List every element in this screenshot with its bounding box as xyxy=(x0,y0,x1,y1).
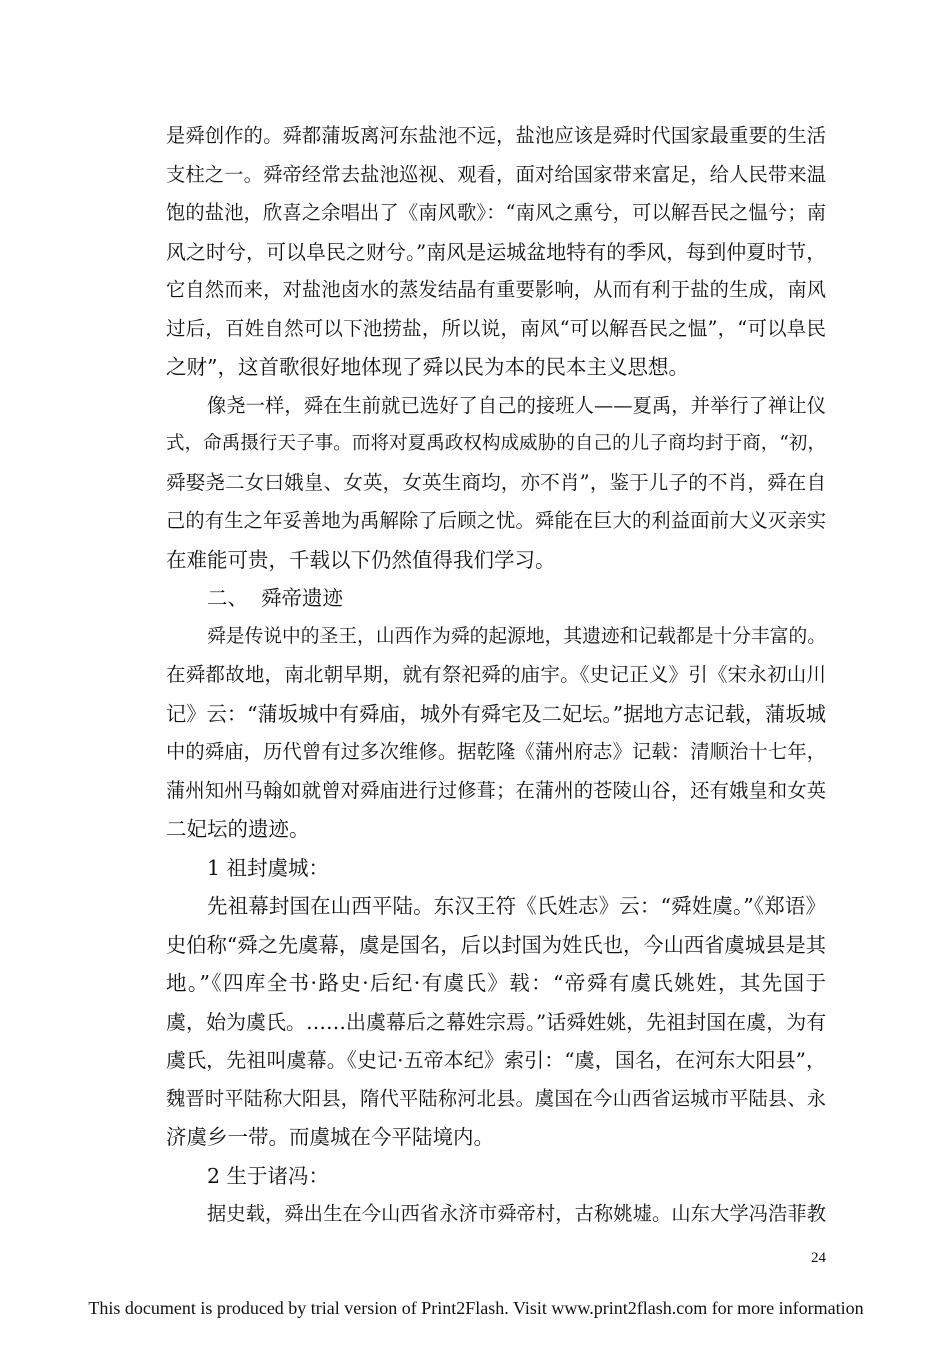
text-line: 二妃坛的遗迹。 xyxy=(166,817,310,841)
subsection-heading: 2 生于诸冯： xyxy=(207,1163,330,1188)
text-line: 像尧一样，舜在生前就已选好了自己的接班人——夏禹，并举行了禅让仪 xyxy=(207,393,826,417)
text-line: 记》云：“蒲坂城中有舜庙，城外有舜宅及二妃坛。”据地方志记载，蒲坂城 xyxy=(166,701,826,726)
text-line: 过后，百姓自然可以下池捞盐，所以说，南风“可以解吾民之愠”，“可以阜民 xyxy=(166,316,826,340)
text-line: 是舜创作的。舜都蒲坂离河东盐池不远，盐池应该是舜时代国家最重要的生活 xyxy=(166,124,826,147)
text-line: 先祖幕封国在山西平陆。东汉王符《氏姓志》云：“舜姓虞。”《郑语》 xyxy=(207,894,826,918)
text-line: 支柱之一。舜帝经常去盐池巡视、观看，面对给国家带来富足，给人民带来温 xyxy=(166,162,826,186)
text-line: 舜娶尧二女曰娥皇、女英，女英生商均，亦不肖”，鉴于儿子的不肖，舜在自 xyxy=(166,470,826,494)
text-line: 风之时兮，可以阜民之财兮。”南风是运城盆地特有的季风，每到仲夏时节， xyxy=(166,239,827,264)
text-line: 虞，始为虞氏。……出虞幕后之幕姓宗焉。”话舜姓姚，先祖封国在虞，为有 xyxy=(166,1009,827,1034)
text-line: 中的舜庙，历代曾有过多次维修。据乾隆《蒲州府志》记载：清顺治十七年， xyxy=(166,740,826,763)
text-line: 魏晋时平陆称大阳县，隋代平陆称河北县。虞国在今山西省运城市平陆县、永 xyxy=(166,1086,826,1110)
text-line: 地。”《四库全书·路史·后纪·有虞氏》载：“帝舜有虞氏姚姓，其先国于 xyxy=(166,971,826,995)
text-line: 在难能可贵，千载以下仍然值得我们学习。 xyxy=(166,547,556,572)
text-line: 据史载，舜出生在今山西省永济市舜帝村，古称姚墟。山东大学冯浩菲教 xyxy=(207,1202,826,1225)
text-line: 饱的盐池，欣喜之余唱出了《南风歌》：“南风之熏兮，可以解吾民之愠兮；南 xyxy=(166,201,826,224)
body-text xyxy=(166,117,826,1234)
text-line: 式，命禹摄行天子事。而将对夏禹政权构成威胁的自己的儿子商均封于商，“初， xyxy=(166,433,826,454)
text-line: 舜是传说中的圣王，山西作为舜的起源地，其遗迹和记载都是十分丰富的。 xyxy=(207,625,826,647)
text-line: 济虞乡一带。而虞城在今平陆境内。 xyxy=(166,1125,494,1149)
text-line: 它自然而来，对盐池卤水的蒸发结晶有重要影响，从而有利于盐的生成，南风 xyxy=(166,278,826,301)
text-line: 在舜都故地，南北朝早期，就有祭祀舜的庙宇。《史记正义》引《宋永初山川 xyxy=(166,663,826,686)
text-line: 虞氏，先祖叫虞幕。《史记·五帝本纪》索引：“虞，国名，在河东大阳县”， xyxy=(166,1048,826,1072)
section-heading: 二、 舜帝遗迹 xyxy=(207,586,344,610)
subsection-heading: 1 祖封虞城： xyxy=(207,855,330,880)
trial-watermark-footer: This document is produced by trial version of Print2Flash. Visit www.print2flash.com for more information xyxy=(88,1298,864,1318)
page-number: 24 xyxy=(811,1250,826,1266)
text-line: 之财”，这首歌很好地体现了舜以民为本的民本主义思想。 xyxy=(166,355,689,379)
text-line: 己的有生之年妥善地为禹解除了后顾之忧。舜能在巨大的利益面前大义灭亲实 xyxy=(166,509,826,532)
text-line: 史伯称“舜之先虞幕，虞是国名，后以封国为姓氏也，今山西省虞城县是其 xyxy=(166,932,826,957)
text-line: 蒲州知州马翰如就曾对舜庙进行过修葺；在蒲州的苍陵山谷，还有娥皇和女英 xyxy=(166,778,826,802)
